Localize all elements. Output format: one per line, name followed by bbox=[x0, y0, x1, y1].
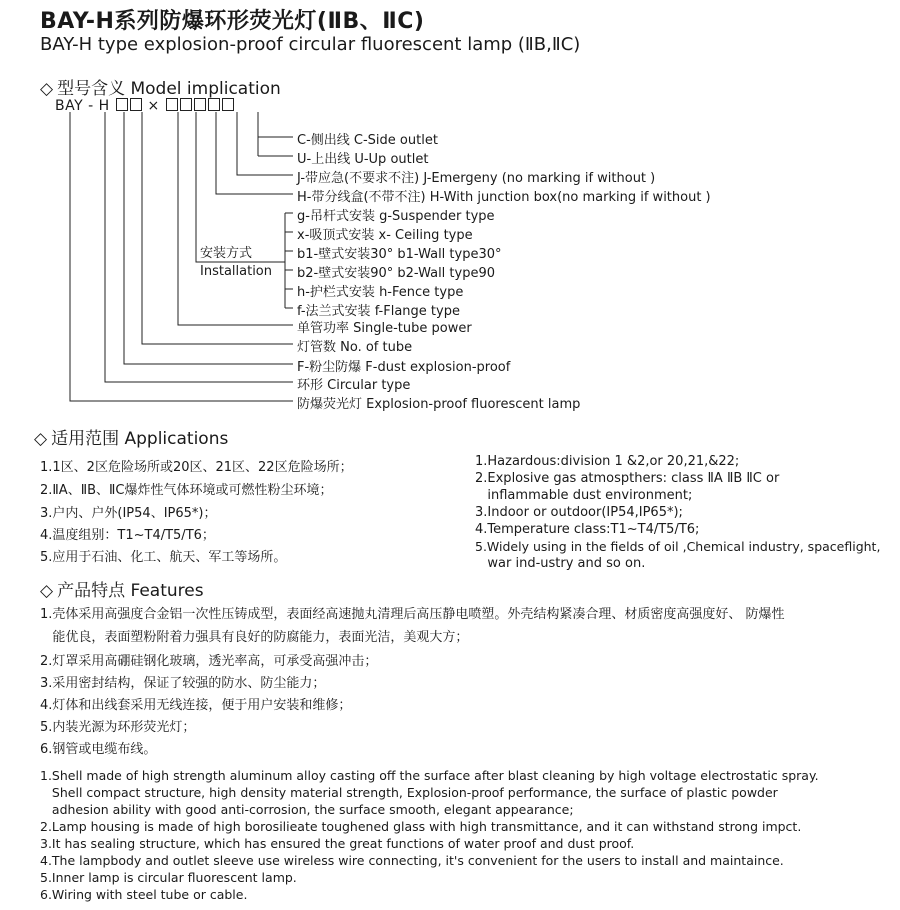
option-circular: 环形 Circular type bbox=[297, 378, 411, 393]
diamond-icon: ◇ bbox=[40, 79, 54, 99]
option-b1-wall: b1-壁式安装30° b1-Wall type30° bbox=[297, 247, 502, 262]
app-cn-5: 5.应用于石油、化工、航天、军工等场所。 bbox=[40, 550, 287, 565]
option-c-side: C-侧出线 C-Side outlet bbox=[297, 133, 438, 148]
option-g-suspender: g-吊杆式安装 g-Suspender type bbox=[297, 209, 495, 224]
option-single-tube-power: 单管功率 Single-tube power bbox=[297, 321, 472, 336]
option-x-ceiling: x-吸顶式安装 x- Ceiling type bbox=[297, 228, 473, 243]
option-j-emergency: J-带应急(不要求不注) J-Emergeny (no marking if without ) bbox=[297, 171, 656, 186]
feature-cn-2: 2.灯罩采用高硼硅钢化玻璃，透光率高，可承受高强冲击； bbox=[40, 654, 378, 669]
applications-heading-text: 适用范围 Applications bbox=[51, 429, 229, 449]
app-en-2b: inflammable dust environment; bbox=[475, 488, 693, 503]
feature-cn-6: 6.钢管或电缆布线。 bbox=[40, 742, 157, 757]
app-cn-2: 2.ⅡA、ⅡB、ⅡC爆炸性气体环境或可燃性粉尘环境； bbox=[40, 483, 333, 498]
feature-en-2: 2.Lamp housing is made of high borosilieate toughened glass with high transmittance, and it can withstand strong impct. bbox=[40, 819, 802, 834]
feature-en-5: 5.Inner lamp is circular fluorescent lamp. bbox=[40, 870, 297, 885]
diamond-icon: ◇ bbox=[34, 429, 48, 449]
option-h-fence: h-护栏式安装 h-Fence type bbox=[297, 285, 464, 300]
feature-en-1b: Shell compact structure, high density material strength, Explosion-proof performance, the surface of plastic powder bbox=[40, 785, 778, 800]
model-heading-text: 型号含义 Model implication bbox=[57, 79, 281, 99]
app-en-2: 2.Explosive gas atmospthers: class ⅡA ⅡB ⅡC or bbox=[475, 471, 780, 486]
option-explosion-proof-lamp: 防爆荧光灯 Explosion-proof fluorescent lamp bbox=[297, 397, 581, 412]
feature-en-1: 1.Shell made of high strength aluminum alloy casting off the surface after blast cleaning by high voltage electrostatic spray. bbox=[40, 768, 819, 783]
feature-en-4: 4.The lampbody and outlet sleeve use wireless wire connecting, it's convenient for the users to install and maintaince. bbox=[40, 853, 784, 868]
feature-en-1c: adhesion ability with good anti-corrosion, the surface smooth, elegant appearance; bbox=[40, 802, 574, 817]
page-title: BAY-H系列防爆环形荧光灯(ⅡB、ⅡC) bbox=[40, 9, 425, 34]
app-en-4: 4.Temperature class:T1~T4/T5/T6; bbox=[475, 522, 700, 537]
applications-heading bbox=[34, 424, 228, 449]
option-h-junction: H-带分线盒(不带不注) H-With junction box(no marking if without ) bbox=[297, 190, 711, 205]
app-cn-3: 3.户内、户外(IP54、IP65*)； bbox=[40, 506, 217, 521]
feature-cn-5: 5.内装光源为环形荧光灯； bbox=[40, 720, 196, 735]
feature-cn-1: 1.壳体采用高强度合金铝一次性压铸成型，表面经高速抛丸清理后高压静电喷塑。外壳结构紧凑合理、材质密度高强度好、 防爆性 bbox=[40, 607, 785, 622]
feature-cn-4: 4.灯体和出线套采用无线连接，便于用户安装和维修； bbox=[40, 698, 352, 713]
app-en-1: 1.Hazardous:division 1 &2,or 20,21,&22; bbox=[475, 454, 740, 469]
option-f-dust: F-粉尘防爆 F-dust explosion-proof bbox=[297, 360, 511, 375]
install-label-cn: 安装方式 bbox=[200, 246, 253, 261]
model-code-prefix: BAY - H bbox=[55, 98, 110, 114]
page-subtitle: BAY-H type explosion-proof circular fluorescent lamp (ⅡB,ⅡC) bbox=[40, 34, 581, 55]
diamond-icon: ◇ bbox=[40, 581, 54, 601]
app-cn-1: 1.1区、2区危险场所或20区、21区、22区危险场所； bbox=[40, 460, 353, 475]
model-code-times: × bbox=[147, 98, 160, 114]
option-u-up: U-上出线 U-Up outlet bbox=[297, 152, 429, 167]
feature-cn-1b: 能优良，表面塑粉附着力强具有良好的防腐能力，表面光洁，美观大方； bbox=[40, 630, 469, 645]
features-heading-text: 产品特点 Features bbox=[57, 581, 204, 601]
app-cn-4: 4.温度组别：T1~T4/T5/T6； bbox=[40, 528, 215, 543]
option-f-flange: f-法兰式安装 f-Flange type bbox=[297, 304, 460, 319]
app-en-5b: war ind-ustry and so on. bbox=[475, 556, 646, 571]
feature-en-6: 6.Wiring with steel tube or cable. bbox=[40, 887, 248, 902]
features-heading bbox=[40, 576, 204, 601]
app-en-5: 5.Widely using in the fields of oil ,Chemical industry, spaceflight, bbox=[475, 539, 881, 554]
option-b2-wall: b2-壁式安装90° b2-Wall type90 bbox=[297, 266, 496, 281]
install-label-en: Installation bbox=[200, 264, 273, 279]
feature-en-3: 3.It has sealing structure, which has ensured the great functions of water proof and dust proof. bbox=[40, 836, 635, 851]
feature-cn-3: 3.采用密封结构，保证了较强的防水、防尘能力； bbox=[40, 676, 326, 691]
app-en-3: 3.Indoor or outdoor(IP54,IP65*); bbox=[475, 505, 683, 520]
option-no-of-tube: 灯管数 No. of tube bbox=[297, 340, 413, 355]
